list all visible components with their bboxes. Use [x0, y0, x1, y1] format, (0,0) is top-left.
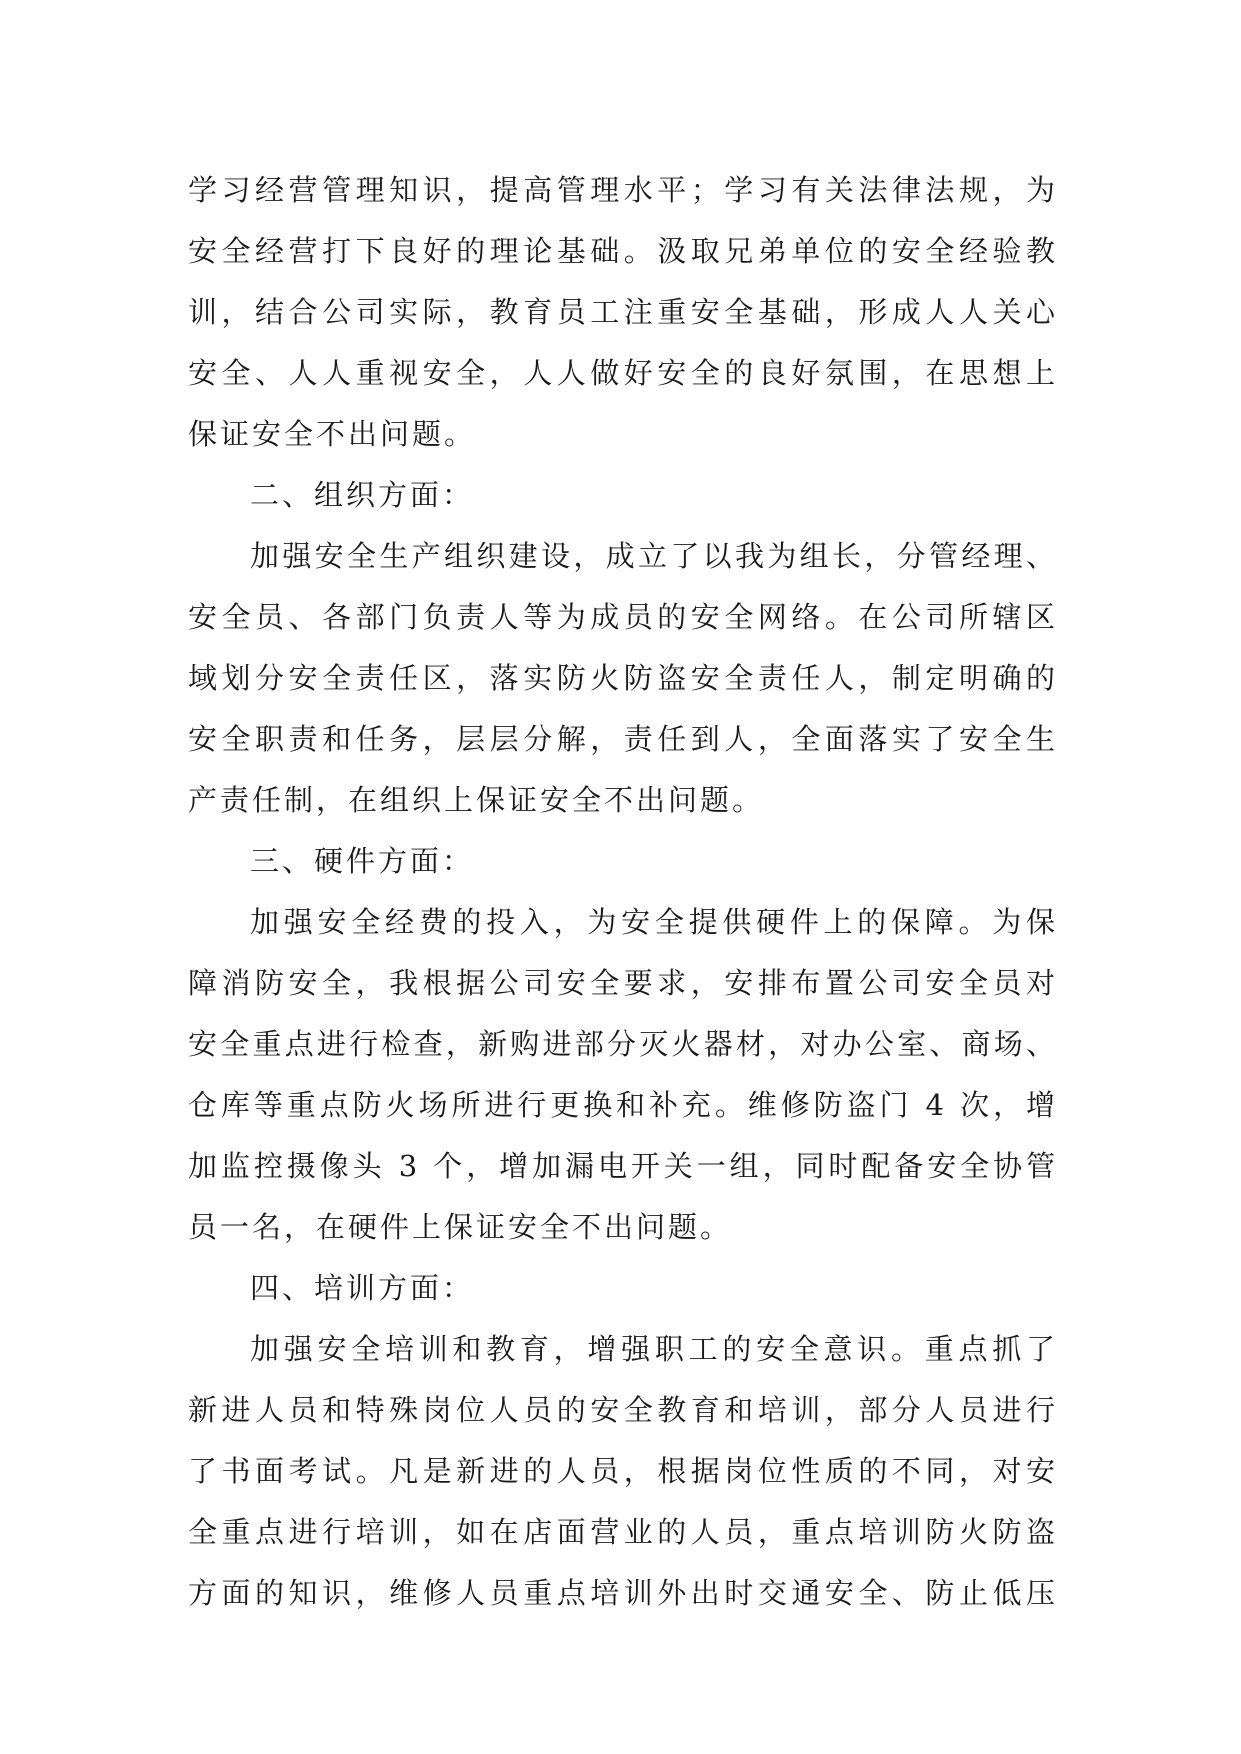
text-line: 障消防安全，我根据公司安全要求，安排布置公司安全员对: [188, 966, 1058, 1000]
paragraph-thought: [188, 160, 1058, 465]
document-body: [188, 160, 1058, 1624]
paragraph-training: [188, 1319, 1058, 1624]
text-line: 方面的知识，维修人员重点培训外出时交通安全、防止低压: [188, 1576, 1058, 1610]
text-line: 域划分安全责任区，落实防火防盗安全责任人，制定明确的: [188, 661, 1058, 695]
text-line: 了书面考试。凡是新进的人员，根据岗位性质的不同，对安: [188, 1454, 1058, 1488]
text-line: 加监控摄像头 3 个，增加漏电开关一组，同时配备安全协管: [188, 1149, 1058, 1183]
text-line: 保证安全不出问题。: [188, 417, 477, 451]
text-line: 新进人员和特殊岗位人员的安全教育和培训，部分人员进行: [188, 1393, 1058, 1427]
text-line: 加强安全生产组织建设，成立了以我为组长，分管经理、: [250, 539, 1058, 573]
paragraph-organization: [188, 526, 1058, 831]
text-line: 安全职责和任务，层层分解，责任到人，全面落实了安全生: [188, 722, 1058, 756]
text-line: 训，结合公司实际，教育员工注重安全基础，形成人人关心: [188, 295, 1058, 329]
section-heading-organization: 二、组织方面：: [250, 478, 475, 512]
text-line: 学习经营管理知识，提高管理水平；学习有关法律法规，为: [188, 173, 1058, 207]
text-line: 安全员、各部门负责人等为成员的安全网络。在公司所辖区: [188, 600, 1058, 634]
text-line: 加强安全培训和教育，增强职工的安全意识。重点抓了: [250, 1332, 1058, 1366]
text-line: 产责任制，在组织上保证安全不出问题。: [188, 783, 765, 817]
section-heading-hardware: 三、硬件方面：: [250, 844, 475, 878]
text-line: 安全重点进行检查，新购进部分灭火器材，对办公室、商场、: [188, 1027, 1058, 1061]
text-line: 员一名，在硬件上保证安全不出问题。: [188, 1210, 733, 1244]
text-line: 安全经营打下良好的理论基础。汲取兄弟单位的安全经验教: [188, 234, 1058, 268]
text-line: 全重点进行培训，如在店面营业的人员，重点培训防火防盗: [188, 1515, 1058, 1549]
paragraph-hardware: [188, 892, 1058, 1258]
section-heading-training: 四、培训方面：: [250, 1271, 475, 1305]
text-line: 安全、人人重视安全，人人做好安全的良好氛围，在思想上: [188, 356, 1058, 390]
text-line: 仓库等重点防火场所进行更换和补充。维修防盗门 4 次，增: [188, 1088, 1058, 1122]
text-line: 加强安全经费的投入，为安全提供硬件上的保障。为保: [250, 905, 1058, 939]
